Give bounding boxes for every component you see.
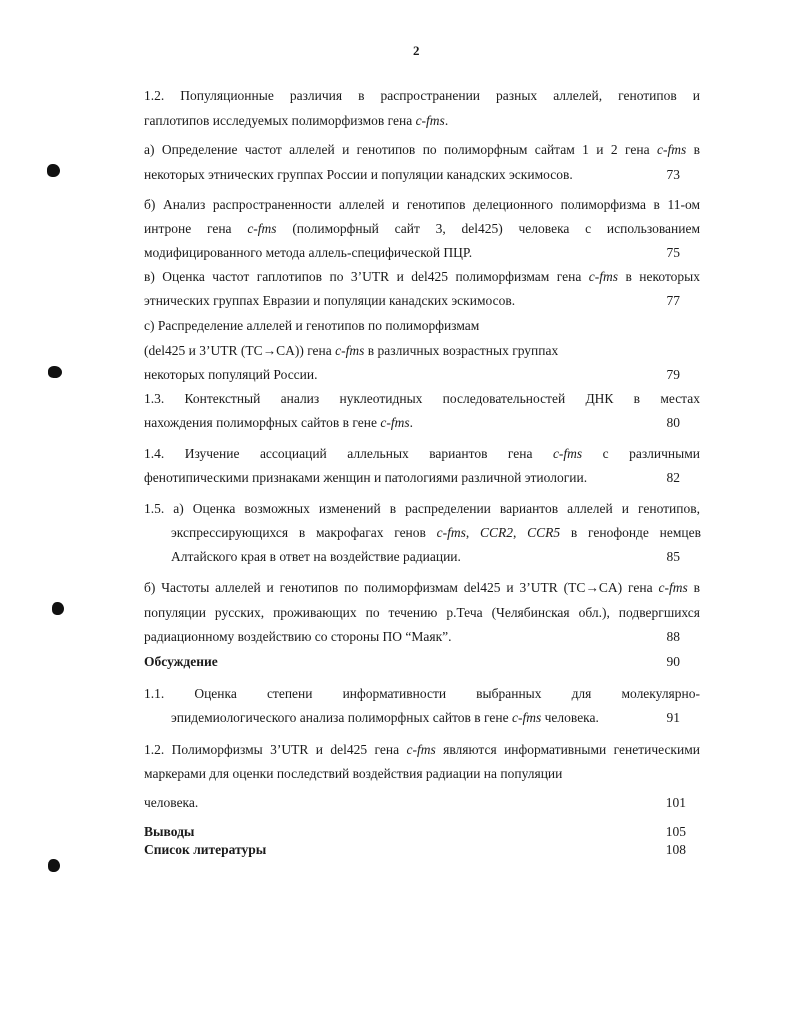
toc-d2-line-1: 1.2. Полиморфизмы 3’UTR и del425 гена c-fms являются информативными генетическими <box>144 742 700 757</box>
punch-hole-mark <box>48 859 60 872</box>
toc-1-2-line-1: 1.2. Популяционные различия в распространении разных аллелей, генотипов и <box>144 88 700 103</box>
toc-references: Список литературы <box>144 842 267 857</box>
toc-1-4-line-2: фенотипическими признаками женщин и патологиями различной этиологии. <box>144 470 588 485</box>
toc-1-3-line-1: 1.3. Контекстный анализ нуклеотидных последовательностей ДНК в местах <box>144 391 700 406</box>
toc-1-5-line-1: 1.5. а) Оценка возможных изменений в распределении вариантов аллелей и генотипов, <box>144 501 700 516</box>
toc-c-line-1: с) Распределение аллелей и генотипов по полиморфизмам <box>144 318 480 333</box>
toc-a-line-2: некоторых этнических группах России и популяции канадских эскимосов. <box>144 167 573 182</box>
punch-hole-mark <box>48 366 62 378</box>
toc-b-page: 75 <box>666 245 680 260</box>
toc-c-line-2: (del425 и 3’UTR (TC→CA)) гена c-fms в различных возрастных группах <box>144 343 559 358</box>
punch-hole-mark <box>52 602 64 615</box>
toc-1-4-page: 82 <box>666 470 680 485</box>
toc-v-page: 77 <box>666 293 680 308</box>
toc-d1-line-1: 1.1. Оценка степени информативности выбранных для молекулярно- <box>144 686 700 701</box>
toc-references-page: 108 <box>665 842 686 857</box>
toc-1-5-page: 85 <box>666 549 680 564</box>
toc-discussion-page: 90 <box>666 654 680 669</box>
toc-discussion: Обсуждение <box>144 654 218 669</box>
toc-1-3-line-2: нахождения полиморфных сайтов в гене c-fms. <box>144 415 413 430</box>
toc-b2-line-3: радиационному воздействию со стороны ПО “Маяк”. <box>144 629 452 644</box>
toc-v-line-2: этнических группах Евразии и популяции канадских эскимосов. <box>144 293 516 308</box>
toc-1-4-line-1: 1.4. Изучение ассоциаций аллельных вариантов гена c-fms с различными <box>144 446 700 461</box>
toc-b-line-3: модифицированного метода аллель-специфической ПЦР. <box>144 245 473 260</box>
punch-hole-mark <box>47 164 60 177</box>
toc-1-2-line-2: гаплотипов исследуемых полиморфизмов гена c-fms. <box>144 113 449 128</box>
toc-b-line-1: б) Анализ распространенности аллелей и генотипов делеционного полиморфизма в 11-ом <box>144 197 700 212</box>
toc-b2-page: 88 <box>666 629 680 644</box>
toc-conclusions: Выводы <box>144 824 195 839</box>
toc-a-page: 73 <box>666 167 680 182</box>
toc-b-line-2: интроне гена c-fms (полиморфный сайт 3, del425) человека с использованием <box>144 221 700 236</box>
toc-d2-line-3: человека. <box>144 795 199 810</box>
toc-1-5-line-2: экспрессирующихся в макрофагах генов c-fms, CCR2, CCR5 в генофонде немцев <box>171 525 701 540</box>
toc-d1-page: 91 <box>666 710 680 725</box>
page-number: 2 <box>413 43 420 58</box>
toc-1-5-line-3: Алтайского края в ответ на воздействие радиации. <box>171 549 461 564</box>
toc-d2-page: 101 <box>665 795 686 810</box>
toc-v-line-1: в) Оценка частот гаплотипов по 3’UTR и del425 полиморфизмам гена c-fms в некоторых <box>144 269 701 284</box>
toc-d1-line-2: эпидемиологического анализа полиморфных сайтов в гене c-fms человека. <box>171 710 599 725</box>
toc-c-line-3: некоторых популяций России. <box>144 367 318 382</box>
toc-conclusions-page: 105 <box>665 824 686 839</box>
toc-a-line-1: а) Определение частот аллелей и генотипов по полиморфным сайтам 1 и 2 гена c-fms в <box>144 142 701 157</box>
toc-c-page: 79 <box>666 367 680 382</box>
toc-1-3-page: 80 <box>666 415 680 430</box>
toc-b2-line-1: б) Частоты аллелей и генотипов по полиморфизмам del425 и 3’UTR (TC→CA) гена c-fms в <box>144 580 700 595</box>
toc-b2-line-2: популяции русских, проживающих по течению р.Теча (Челябинская обл.), подвергшихся <box>144 605 700 620</box>
toc-d2-line-2: маркерами для оценки последствий воздействия радиации на популяции <box>144 766 563 781</box>
